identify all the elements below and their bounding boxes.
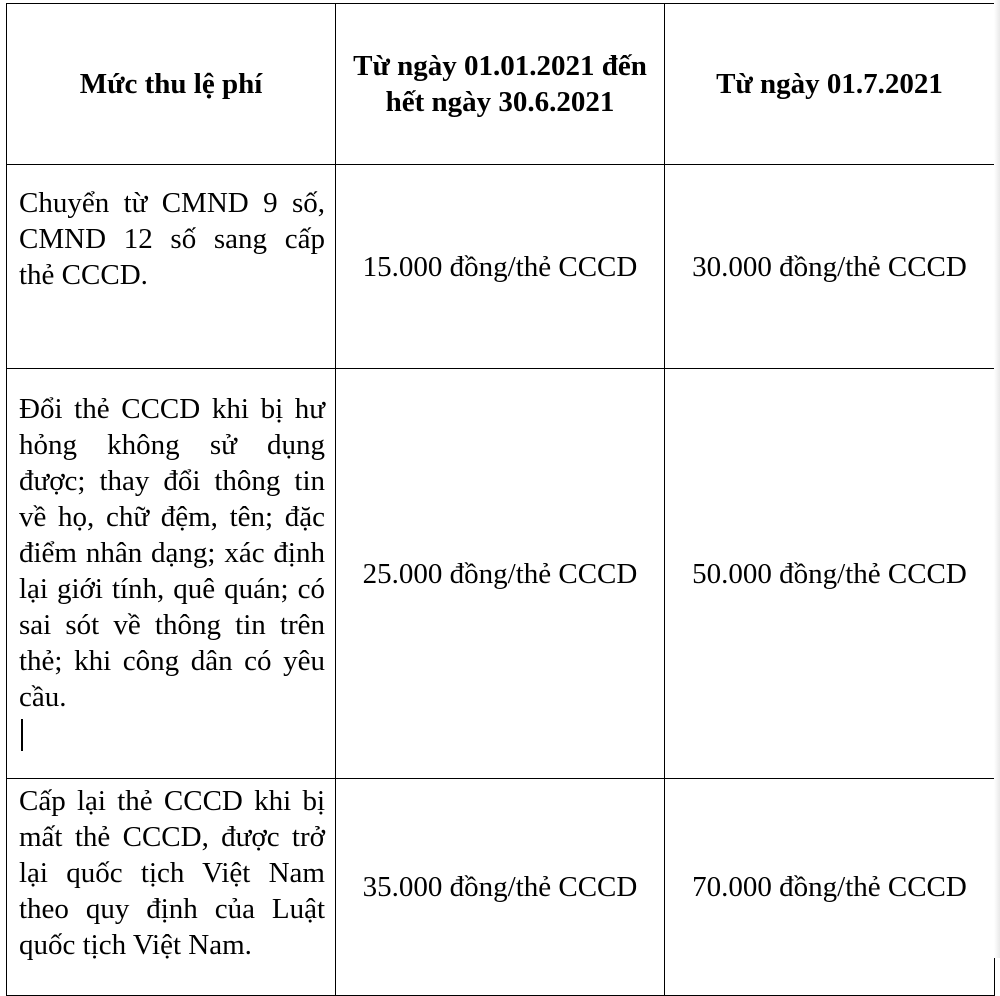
fee-description: Chuyển từ CMND 9 số, CMND 12 số sang cấp thẻ CCCD. (19, 187, 325, 291)
table-row (7, 165, 995, 369)
fee-amount-period-2: 50.000 đồng/thẻ CCCD (665, 369, 995, 779)
fee-description: Cấp lại thẻ CCCD khi bị mất thẻ CCCD, được trở lại quốc tịch Việt Nam theo quy định của Luật quốc tịch Việt Nam. (19, 785, 325, 961)
fee-amount-period-2: 30.000 đồng/thẻ CCCD (665, 165, 995, 369)
header-period-2: Từ ngày 01.7.2021 (665, 4, 995, 165)
header-period-1: Từ ngày 01.01.2021 đến hết ngày 30.6.2021 (336, 4, 665, 165)
header-row (7, 4, 995, 165)
fee-amount-period-2: 70.000 đồng/thẻ CCCD (665, 779, 995, 996)
fee-table (6, 3, 995, 996)
fee-amount-period-1: 35.000 đồng/thẻ CCCD (336, 779, 665, 996)
fee-description: Đổi thẻ CCCD khi bị hư hỏng không sử dụng được; thay đổi thông tin về họ, chữ đệm, tên; đặc điểm nhân dạng; xác định lại giới tính, quê quán; có sai sót về thông tin trên thẻ; khi công dân có yêu cầu. (19, 393, 325, 713)
header-fee-level: Mức thu lệ phí (7, 4, 336, 165)
fee-description-cell (7, 779, 336, 996)
table-row (7, 779, 995, 996)
fee-description-cell[interactable] (7, 369, 336, 779)
table-row (7, 369, 995, 779)
window-edge (994, 0, 1000, 958)
fee-amount-period-1: 25.000 đồng/thẻ CCCD (336, 369, 665, 779)
fee-amount-period-1: 15.000 đồng/thẻ CCCD (336, 165, 665, 369)
text-cursor (21, 719, 23, 751)
fee-description-cell (7, 165, 336, 369)
